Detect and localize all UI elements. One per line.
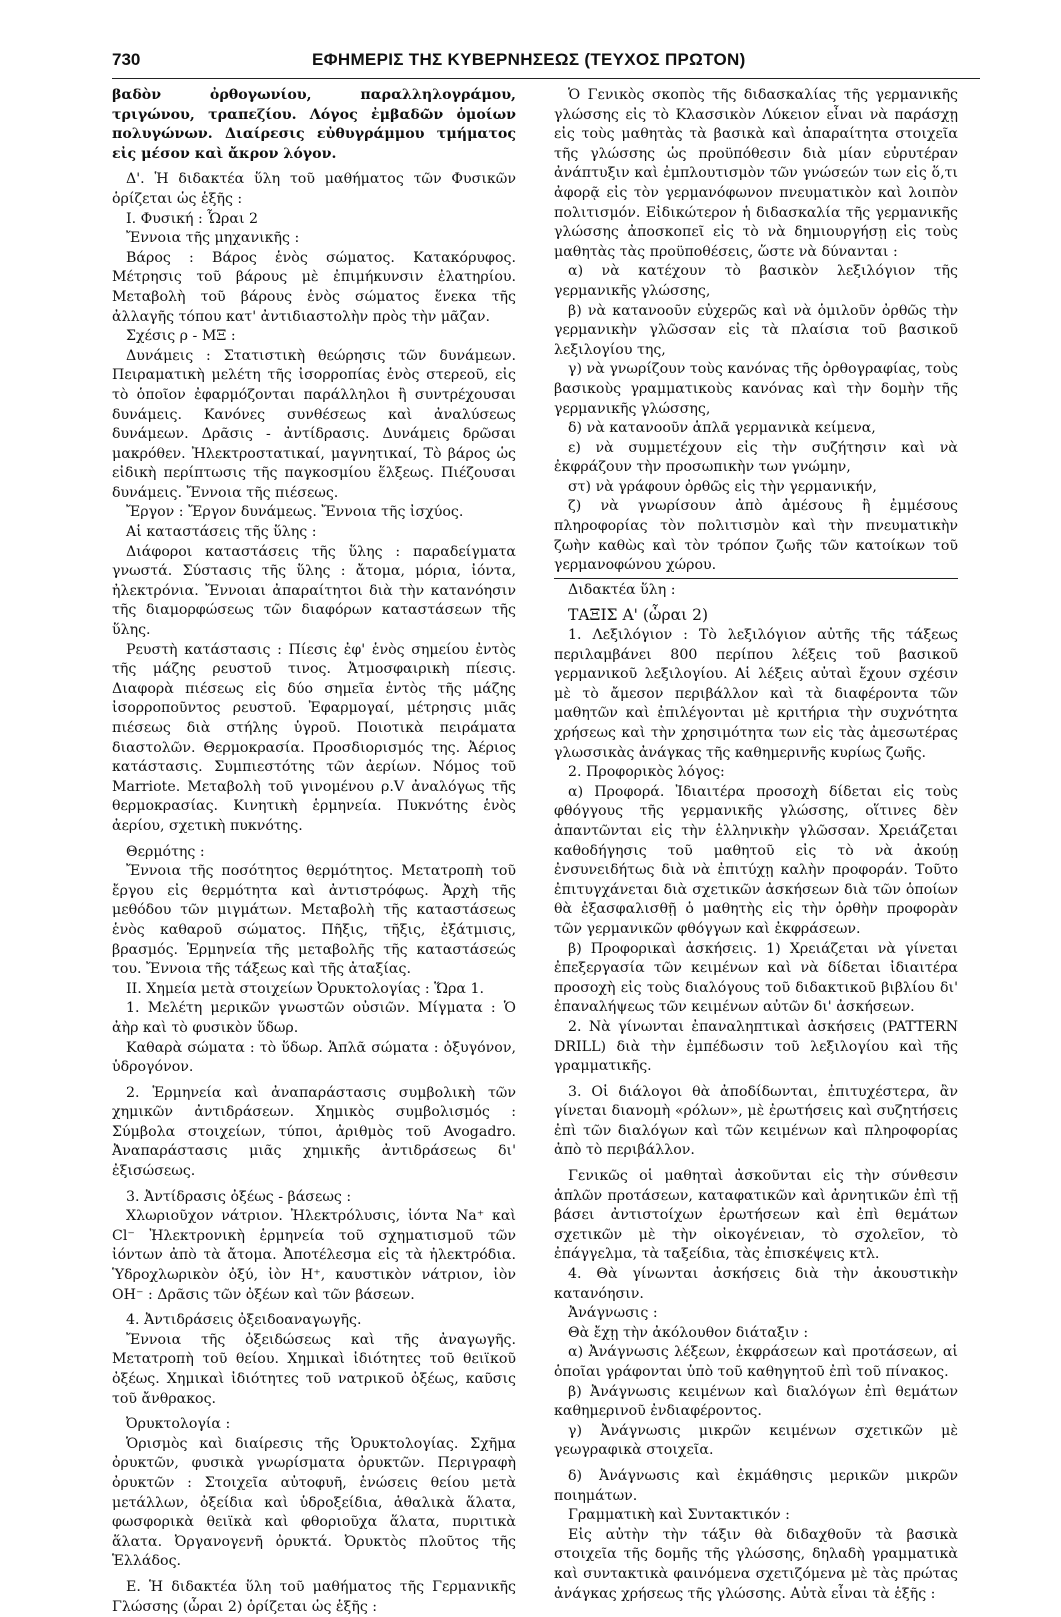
paragraph: β) Προφορικαὶ ἀσκήσεις. 1) Χρειάζεται νὰ γίνεται ἐπεξεργασία τῶν κειμένων καὶ νὰ δίδεται ἰδιαιτέρα προσοχὴ εἰς τοὺς διαλόγους τοῦ διδακτικοῦ βιβλίου δι' ἐπαναλήψεως τῶν κειμένων αὐτῶν δι' ἀσκήσεων. bbox=[554, 940, 958, 1016]
paragraph: 4. Θὰ γίνωνται ἀσκήσεις διὰ τὴν ἀκουστικὴν κατανόησιν. bbox=[554, 1266, 958, 1302]
paragraph: 1. Μελέτη μερικῶν γνωστῶν οὐσιῶν. Μίγματα : Ὁ ἀὴρ καὶ τὸ φυσικὸν ὕδωρ. bbox=[112, 1000, 516, 1036]
topic-heading: 2. Προφορικὸς λόγος: bbox=[568, 764, 725, 781]
list-item: δ) νὰ κατανοοῦν ἁπλᾶ γερμανικὰ κείμενα, bbox=[568, 420, 876, 437]
list-item: γ) Ἀνάγνωσις μικρῶν κειμένων σχετικῶν μὲ γεωγραφικὰ στοιχεῖα. bbox=[554, 1422, 958, 1459]
list-item: ζ) νὰ γνωρίσουν ἀπὸ ἀμέσους ἢ ἐμμέσους πληροφορίας τὸν πολιτισμὸν καὶ τὴν πνευματικὴν ζωὴν καθὼς καὶ τὸν τρόπον ζωῆς τῶν κατοίκων τοῦ γερμανοφώνου χώρου. bbox=[554, 498, 958, 574]
topic-heading: Αἱ καταστάσεις τῆς ὕλης : bbox=[126, 524, 317, 541]
subsection-heading: Ι. Φυσική : Ὧραι 2 bbox=[126, 210, 259, 227]
paragraph: 2. Νὰ γίνωνται ἐπαναληπτικαὶ ἀσκήσεις (PATTERN DRILL) διὰ τὴν ἐμπέδωσιν τοῦ λεξιλογίου καὶ τῆς γραμματικῆς. bbox=[554, 1018, 958, 1075]
paragraph: 2. Ἑρμηνεία καὶ ἀναπαράστασις συμβολικὴ τῶν χημικῶν ἀντιδράσεων. Χημικὸς συμβολισμός : Σύμβολα στοιχείων, τύποι, ἀριθμὸς τοῦ Avogadro. Ἀναπαράστασις μιᾶς χημικῆς ἀντιδράσεως δι' ἐξισώσεως. bbox=[112, 1084, 516, 1180]
paragraph: Ἔννοια τῆς ὀξειδώσεως καὶ τῆς ἀναγωγῆς. Μετατροπὴ τοῦ θείου. Χημικαὶ ἰδιότητες τοῦ θειϊκοῦ ὀξέως. Χημικαὶ ἰδιότητες τοῦ νατρικοῦ ὀξέως, καῦσις τοῦ ἄνθρακος. bbox=[112, 1331, 516, 1407]
topic-heading: Γραμματικὴ καὶ Συντακτικόν : bbox=[568, 1507, 790, 1524]
paragraph: α) Προφορά. Ἰδιαιτέρα προσοχὴ δίδεται εἰς τοὺς φθόγγους τῆς γερμανικῆς γλώσσης, οἵτινες δὲν ἀπαντῶνται εἰς τὴν ἑλληνικὴν γλῶσσαν. Χρειάζεται καθοδήγησις τοῦ μαθητοῦ εἰς τὸ νὰ ἀκούῃ ἐνσυνειδήτως διὰ νὰ ἐπιτύχῃ καλὴν προφοράν. Τοῦτο ἐπιτυγχάνεται διὰ σχετικῶν ἀσκήσεων διὰ τῶν ὁποίων θὰ ἐξασφαλισθῇ ὁ μαθητὴς εἰς τὴν ὀρθὴν προφορὰν τῶν γερμανικῶν φθόγγων καὶ ἐκφράσεων. bbox=[554, 783, 958, 937]
paragraph: βαδὸν ὀρθογωνίου, παραλληλογράμου, τριγώνου, τραπεζίου. Λόγος ἐμβαδῶν ὁμοίων πολυγώνων. Διαίρεσις εὐθυγράμμου τμήματος εἰς μέσον καὶ ἄκρον λόγον. bbox=[112, 87, 516, 162]
list-item: ε) νὰ συμμετέχουν εἰς τὴν συζήτησιν καὶ νὰ ἐκφράζουν τὴν προσωπικὴν των γνώμην, bbox=[554, 439, 958, 476]
left-column bbox=[112, 86, 516, 1617]
topic-heading: Ὀρυκτολογία : bbox=[126, 1416, 231, 1433]
paragraph: Γενικῶς οἱ μαθηταὶ ἀσκοῦνται εἰς τὴν σύνθεσιν ἁπλῶν προτάσεων, καταφατικῶν καὶ ἀρνητικῶν ἐπὶ τῇ βάσει ἀντιστοίχων ἐρωτήσεων καὶ ἐπὶ θεμάτων σχετικῶν μὲ τὴν οἰκογένειαν, τὸ σχολεῖον, τὸ ἐπάγγελμα, τὰ ταξείδια, τὰς ἐπισκέψεις κτλ. bbox=[554, 1168, 958, 1263]
section-heading: Δ'. Ἡ διδακτέα ὕλη τοῦ μαθήματος τῶν Φυσικῶν ὁρίζεται ὡς ἑξῆς : bbox=[112, 171, 516, 207]
list-item: δ) Ἀνάγνωσις καὶ ἐκμάθησις μερικῶν μικρῶν ποιημάτων. bbox=[554, 1467, 958, 1504]
paragraph: Εἰς αὐτὴν τὴν τάξιν θὰ διδαχθοῦν τὰ βασικὰ στοιχεῖα τῆς δομῆς τῆς γλώσσης, δηλαδὴ γραμματικὰ καὶ συντακτικὰ φαινόμενα σχετιζόμενα μὲ τὰς πρώτας ἀνάγκας χρήσεως τῆς γλώσσης. Αὐτὰ εἶναι τὰ ἑξῆς : bbox=[554, 1526, 958, 1602]
paragraph: Χλωριοῦχον νάτριον. Ἠλεκτρόλυσις, ἰόντα Na⁺ καὶ Cl⁻ Ἠλεκτρονικὴ ἑρμηνεία τοῦ σχηματισμοῦ τῶν ἰόντων ἀπὸ τὰ ἄτομα. Ἀποτέλεσμα εἰς τὰ ἠλεκτρόδια. Ὑδροχλωρικὸν ὀξύ, ἰὸν Η⁺, καυστικὸν νάτριον, ἰὸν ΟΗ⁻ : Δρᾶσις τῶν ὀξέων καὶ τῶν βάσεων. bbox=[112, 1208, 516, 1303]
topic-heading: 4. Ἀντιδράσεις ὀξειδοαναγωγῆς. bbox=[126, 1312, 362, 1329]
paragraph: Βάρος : Βάρος ἑνὸς σώματος. Κατακόρυφος. Μέτρησις τοῦ βάρους μὲ ἐπιμήκυνσιν ἐλατηρίου. Μεταβολὴ τοῦ βάρους ἑνὸς σώματος ἕνεκα τῆς ἀλλαγῆς τόπου κατ' ἀντιδιαστολὴν πρὸς τὴν μᾶζαν. bbox=[112, 249, 516, 325]
right-column bbox=[554, 86, 958, 1604]
topic-heading: Σχέσις ρ - ΜΞ : bbox=[126, 328, 236, 345]
list-item: β) Ἀνάγνωσις κειμένων καὶ διαλόγων ἐπὶ θεμάτων καθημερινοῦ ἐνδιαφέροντος. bbox=[554, 1383, 958, 1420]
paragraph: Δυνάμεις : Στατιστικὴ θεώρησις τῶν δυνάμεων. Πειραματικὴ μελέτη τῆς ἰσορροπίας ἑνὸς στερεοῦ, εἰς τὸ ὁποῖον ἐφαρμόζονται παράλληλοι ἢ συντρέχουσαι δυνάμεις. Κανόνες συνθέσεως καὶ ἀναλύσεως δυνάμεων. Δρᾶσις - ἀντίδρασις. Δυνάμεις δρῶσαι μακρόθεν. Ἠλεκτροστατικαί, μαγνητικαί, Τὸ βάρος ὡς εἰδικὴ περίπτωσις τῆς παγκοσμίου ἕλξεως. Πιέζουσαι δυνάμεις. Ἔννοια τῆς πιέσεως. bbox=[112, 347, 516, 501]
paragraph: Ἔργον : Ἔργον δυνάμεως. Ἔννοια τῆς ἰσχύος. bbox=[126, 504, 464, 521]
topic-heading: Ἀνάγνωσις : bbox=[568, 1305, 658, 1322]
page-header bbox=[112, 48, 980, 79]
list-item: α) νὰ κατέχουν τὸ βασικὸν λεξιλόγιον τῆς γερμανικῆς γλώσσης, bbox=[554, 263, 958, 299]
journal-title: ΕΦΗΜΕΡΙΣ ΤΗΣ ΚΥΒΕΡΝΗΣΕΩΣ (ΤΕΥΧΟΣ ΠΡΩΤΟΝ) bbox=[312, 50, 746, 69]
paragraph: Διάφοροι καταστάσεις τῆς ὕλης : παραδείγματα γνωστά. Σύστασις τῆς ὕλης : ἄτομα, μόρια, ἰόντα, ἠλεκτρόνια. Ἔννοιαι ἀπαραίτητοι διὰ τὴν κατανόησιν τῆς διαμορφώσεως τῶν διαφόρων καταστάσεων τῆς ὕλης. bbox=[112, 543, 516, 639]
paragraph: Καθαρὰ σώματα : τὸ ὕδωρ. Ἁπλᾶ σώματα : ὀξυγόνον, ὑδρογόνον. bbox=[112, 1039, 516, 1076]
divider bbox=[554, 578, 958, 579]
paragraph: Ἔννοια τῆς ποσότητος θερμότητος. Μετατροπὴ τοῦ ἔργου εἰς θερμότητα καὶ ἀντιστρόφως. Ἀρχὴ τῆς μεθόδου τῶν μιγμάτων. Μεταβολὴ τῆς καταστάσεως ἑνὸς καθαροῦ σώματος. Πῆξις, τῆξις, ἐξάτμισις, βρασμός. Ἑρμηνεία τῆς μεταβολῆς τῆς καταστάσεώς του. Ἔννοια τῆς τάξεως καὶ τῆς ἀταξίας. bbox=[112, 863, 516, 978]
topic-heading: Θερμότης : bbox=[126, 843, 205, 860]
subsection-heading: ΙΙ. Χημεία μετὰ στοιχείων Ὀρυκτολογίας : Ὥρα 1. bbox=[126, 980, 484, 997]
list-item: α) Ἀνάγνωσις λέξεων, ἐκφράσεων καὶ προτάσεων, αἱ ὁποῖαι γράφονται ὑπὸ τοῦ καθηγητοῦ ἐπὶ τοῦ πίνακος. bbox=[554, 1344, 958, 1380]
paragraph: Ὁρισμὸς καὶ διαίρεσις τῆς Ὀρυκτολογίας. Σχῆμα ὀρυκτῶν, φυσικὰ γνωρίσματα ὀρυκτῶν. Περιγραφὴ ὀρυκτῶν : Στοιχεῖα αὐτοφυῆ, ἑνώσεις θείου μετὰ μετάλλων, ὀξείδια καὶ ὑδροξείδια, ἁθαλικὰ ἅλατα, φωσφορικὰ θειϊκὰ καὶ φθοριοῦχα ἅλατα, πυριτικὰ ἅλατα. Ὀργανογενῆ ὀρυκτά. Ὀρυκτὸς πλοῦτος τῆς Ἑλλάδος. bbox=[112, 1435, 516, 1570]
paragraph: 3. Οἱ διάλογοι θὰ ἀποδίδωνται, ἐπιτυχέστερα, ἂν γίνεται διανομὴ «ρόλων», μὲ ἐρωτήσεις καὶ συζητήσεις ἐπὶ τῶν διαλόγων καὶ τῶν κειμένων καὶ πληροφορίας ἀπὸ τὸ περιβάλλον. bbox=[554, 1083, 958, 1159]
topic-heading: Διδακτέα ὕλη : bbox=[568, 581, 676, 598]
paragraph: Ρευστὴ κατάστασις : Πίεσις ἐφ' ἑνὸς σημείου ἐντὸς τῆς μάζης ρευστοῦ τινος. Ἀτμοσφαιρικὴ πίεσις. Διαφορὰ πιέσεως εἰς δύο σημεῖα ἐντὸς τῆς μάζης ἰσορροποῦντος ρευστοῦ. Ἐφαρμογαί, μέτρησις μιᾶς πιέσεως διὰ στήλης ὑγροῦ. Ποιοτικὰ πειράματα διαστολῶν. Θερμοκρασία. Προσδιορισμός της. Ἀέριος κατάστασις. Συμπιεστότης τῶν ἀερίων. Νόμος τοῦ Marriote. Μεταβολὴ τοῦ γινομένου ρ.V ἀναλόγως τῆς θερμοκρασίας. Κινητικὴ ἑρμηνεία. Πυκνότης ἑνὸς ἀερίου, σχετικὴ πυκνότης. bbox=[112, 641, 516, 834]
page-number: 730 bbox=[112, 50, 141, 69]
paragraph: 1. Λεξιλόγιον : Τὸ λεξιλόγιον αὐτῆς τῆς τάξεως περιλαμβάνει 800 περίπου λέξεις τοῦ βασικοῦ γερμανικοῦ λεξιλογίου. Αἱ λέξεις αὐταὶ ἔχουν σχέσιν μὲ τὸ ἄμεσον περιβάλλον καὶ τὰ διαφέροντα τῶν μαθητῶν καὶ ἐπιλέγονται μὲ κριτήρια τὴν συχνότητα χρήσεως καὶ τὴν χρησιμότητα των εἰς τὰς ἀμεσωτέρας γλωσσικὰς ἀνάγκας τῆς καθημερινῆς κυρίως ζωῆς. bbox=[554, 627, 958, 761]
list-item: β) νὰ κατανοοῦν εὐχερῶς καὶ νὰ ὁμιλοῦν ὀρθῶς τὴν γερμανικὴν γλῶσσαν εἰς τὰ πλαίσια τοῦ βασικοῦ λεξιλογίου της, bbox=[554, 302, 958, 358]
topic-heading: 3. Ἀντίδρασις ὀξέως - βάσεως : bbox=[126, 1188, 352, 1205]
topic-heading: Ἔννοια τῆς μηχανικῆς : bbox=[126, 230, 300, 247]
paragraph: Θὰ ἔχῃ τὴν ἀκόλουθον διάταξιν : bbox=[568, 1324, 809, 1341]
paragraph: Ὁ Γενικὸς σκοπὸς τῆς διδασκαλίας τῆς γερμανικῆς γλώσσης εἰς τὸ Κλασσικὸν Λύκειον εἶναι νὰ παράσχῃ εἰς τοὺς μαθητὰς τὰ βασικὰ καὶ ἀπαραίτητα στοιχεῖα τῆς γλώσσης ὡς προϋπόθεσιν διὰ μίαν εὐρυτέραν ἀνάπτυξιν καὶ ἐμπλουτισμὸν τῶν γνώσεών των εἰς ὅ,τι ἀφορᾷ εἰς τὸν γερμανόφωνον πνευματικὸν καὶ λοιπὸν πολιτισμόν. Εἰδικώτερον ἡ διδασκαλία τῆς γερμανικῆς γλώσσης ἀποσκοπεῖ εἰς τὸ νὰ δημιουργήσῃ εἰς τοὺς μαθητὰς τὰς προϋποθέσεις, ὥστε νὰ δύνανται : bbox=[554, 87, 958, 260]
list-item: στ) νὰ γράφουν ὀρθῶς εἰς τὴν γερμανικήν, bbox=[568, 478, 877, 495]
section-heading: Ε. Ἡ διδακτέα ὕλη τοῦ μαθήματος τῆς Γερμανικῆς Γλώσσης (ὧραι 2) ὁρίζεται ὡς ἑξῆς : bbox=[112, 1578, 516, 1615]
class-heading: ΤΑΞΙΣ Α' (ὧραι 2) bbox=[568, 606, 709, 625]
list-item: γ) νὰ γνωρίζουν τοὺς κανόνας τῆς ὀρθογραφίας, τοὺς βασικοὺς γραμματικοὺς κανόνας καὶ τὴν δομὴν τῆς γερμανικῆς γλώσσης, bbox=[554, 361, 958, 417]
